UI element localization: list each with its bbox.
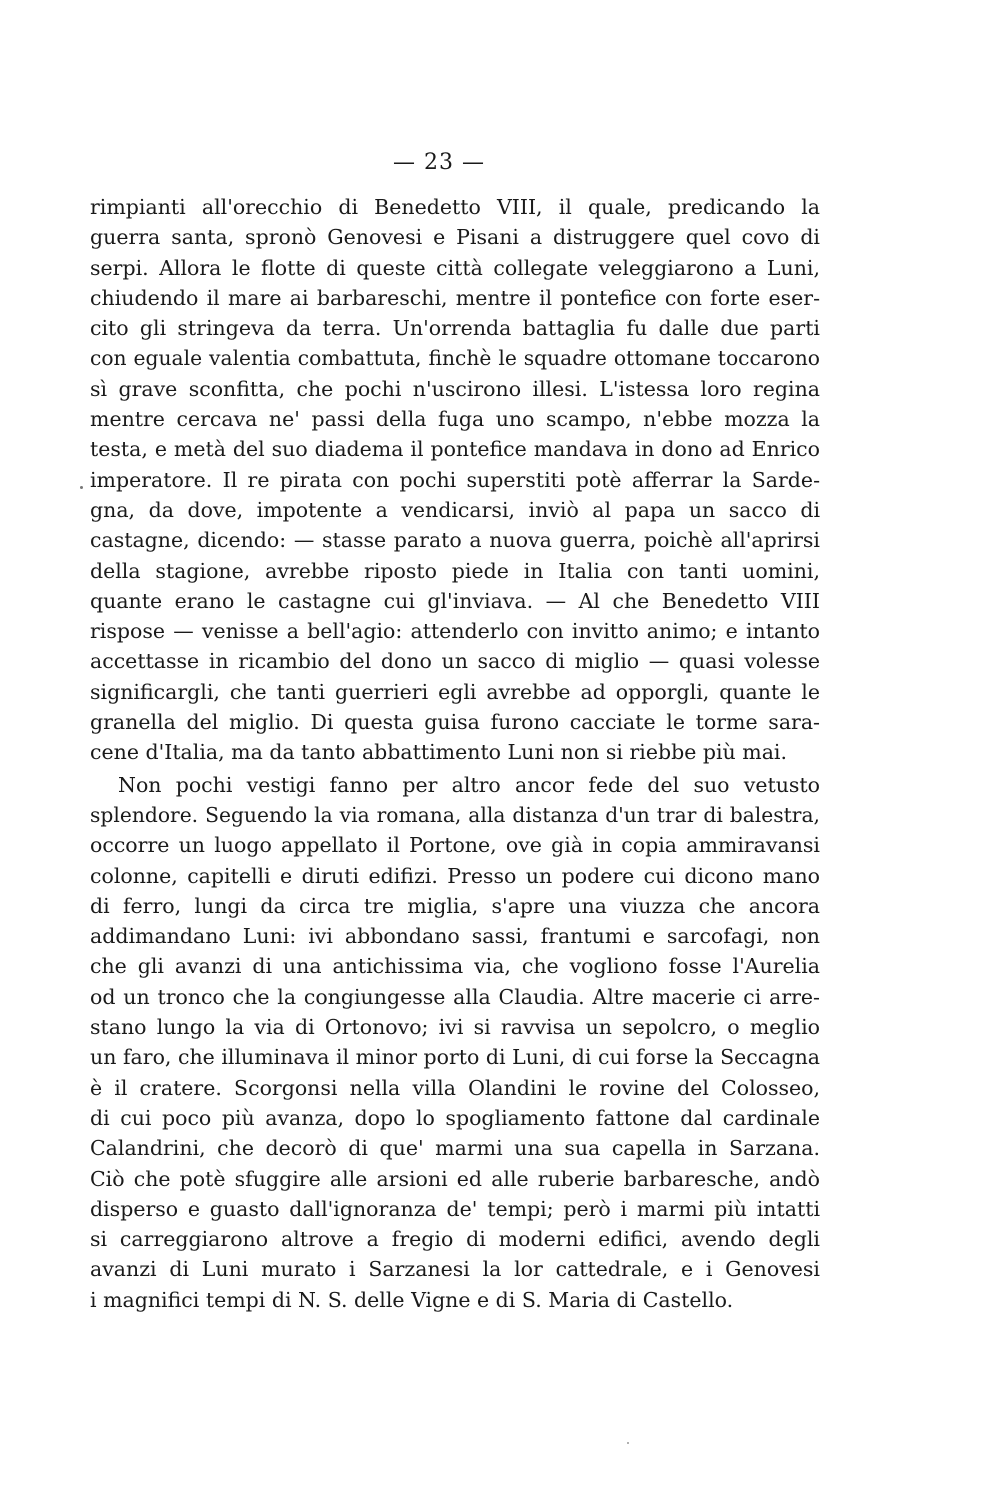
text-line: occorre un luogo appellato il Portone, ove già in copia ammiravansi <box>90 833 820 858</box>
text-line: mentre cercava ne' passi della fuga uno scampo, n'ebbe mozza la <box>90 407 820 432</box>
text-line: sì grave sconfitta, che pochi n'uscirono illesi. L'istessa loro regina <box>90 376 820 401</box>
text-line: stano lungo la via di Ortonovo; ivi si ravvisa un sepolcro, o meglio <box>90 1015 820 1040</box>
text-line: accettasse in ricambio del dono un sacco di miglio — quasi volesse <box>90 649 820 674</box>
text-line: od un tronco che la congiungesse alla Claudia. Altre macerie ci arre- <box>90 984 820 1009</box>
text-line: disperso e guasto dall'ignoranza de' tempi; però i marmi più intatti <box>90 1196 820 1221</box>
text-line: guerra santa, spronò Genovesi e Pisani a distruggere quel covo di <box>90 225 820 250</box>
text-line: imperatore. Il re pirata con pochi superstiti potè afferrar la Sarde- <box>90 467 820 492</box>
text-line: cene d'Italia, ma da tanto abbattimento Luni non si riebbe più mai. <box>90 740 787 765</box>
print-speck <box>627 1442 629 1444</box>
text-line: si carreggiarono altrove a fregio di moderni edifici, avendo degli <box>90 1227 820 1252</box>
page-number: — 23 — <box>393 150 485 175</box>
text-line: di ferro, lungi da circa tre miglia, s'apre una viuzza che ancora <box>90 893 820 918</box>
text-line: splendore. Seguendo la via romana, alla distanza d'un trar di balestra, <box>90 802 820 827</box>
text-line: addimandano Luni: ivi abbondano sassi, frantumi e sarcofagi, non <box>90 924 820 949</box>
text-line: chiudendo il mare ai barbareschi, mentre il pontefice con forte eser- <box>90 285 820 310</box>
text-line: quante erano le castagne cui gl'inviava. — Al che Benedetto VIII <box>90 588 820 613</box>
text-line: serpi. Allora le flotte di queste città collegate veleggiarono a Luni, <box>90 255 820 280</box>
text-line: avanzi di Luni murato i Sarzanesi la lor cattedrale, e i Genovesi <box>90 1257 820 1282</box>
text-line: che gli avanzi di una antichissima via, che vogliono fosse l'Aurelia <box>90 954 820 979</box>
text-line: di cui poco più avanza, dopo lo spogliamento fattone dal cardinale <box>90 1105 820 1130</box>
text-line: un faro, che illuminava il minor porto di Luni, di cui forse la Seccagna <box>90 1045 820 1070</box>
text-line: è il cratere. Scorgonsi nella villa Olandini le rovine del Colosseo, <box>90 1075 820 1100</box>
text-line: con eguale valentia combattuta, finchè le squadre ottomane toccarono <box>90 346 820 371</box>
text-line: colonne, capitelli e diruti edifizi. Presso un podere cui dicono mano <box>90 863 820 888</box>
text-line: Ciò che potè sfuggire alle arsioni ed alle ruberie barbaresche, andò <box>90 1166 820 1191</box>
text-line: granella del miglio. Di questa guisa furono cacciate le torme sara- <box>90 710 820 735</box>
text-line: cito gli stringeva da terra. Un'orrenda battaglia fu dalle due parti <box>90 316 820 341</box>
body-text <box>90 192 820 1315</box>
text-line: Calandrini, che decorò di que' marmi una sua capella in Sarzana. <box>90 1136 820 1161</box>
text-line: rispose — venisse a bell'agio: attenderlo con invitto animo; e intanto <box>90 619 820 644</box>
margin-mark <box>80 486 83 489</box>
text-line: castagne, dicendo: — stasse parato a nuova guerra, poichè all'aprirsi <box>90 528 820 553</box>
text-line: Non pochi vestigi fanno per altro ancor fede del suo vetusto <box>118 772 820 797</box>
text-line: significargli, che tanti guerrieri egli avrebbe ad opporgli, quante le <box>90 679 820 704</box>
text-line: gna, da dove, impotente a vendicarsi, inviò al papa un sacco di <box>90 497 820 522</box>
text-line: i magnifici tempi di N. S. delle Vigne e di S. Maria di Castello. <box>90 1287 734 1312</box>
paragraph-2 <box>90 770 820 1315</box>
text-line: testa, e metà del suo diadema il pontefice mandava in dono ad Enrico <box>90 437 820 462</box>
text-line: della stagione, avrebbe riposto piede in Italia con tanti uomini, <box>90 558 820 583</box>
text-line: rimpianti all'orecchio di Benedetto VIII, il quale, predicando la <box>90 195 820 219</box>
paragraph-1 <box>90 192 820 768</box>
